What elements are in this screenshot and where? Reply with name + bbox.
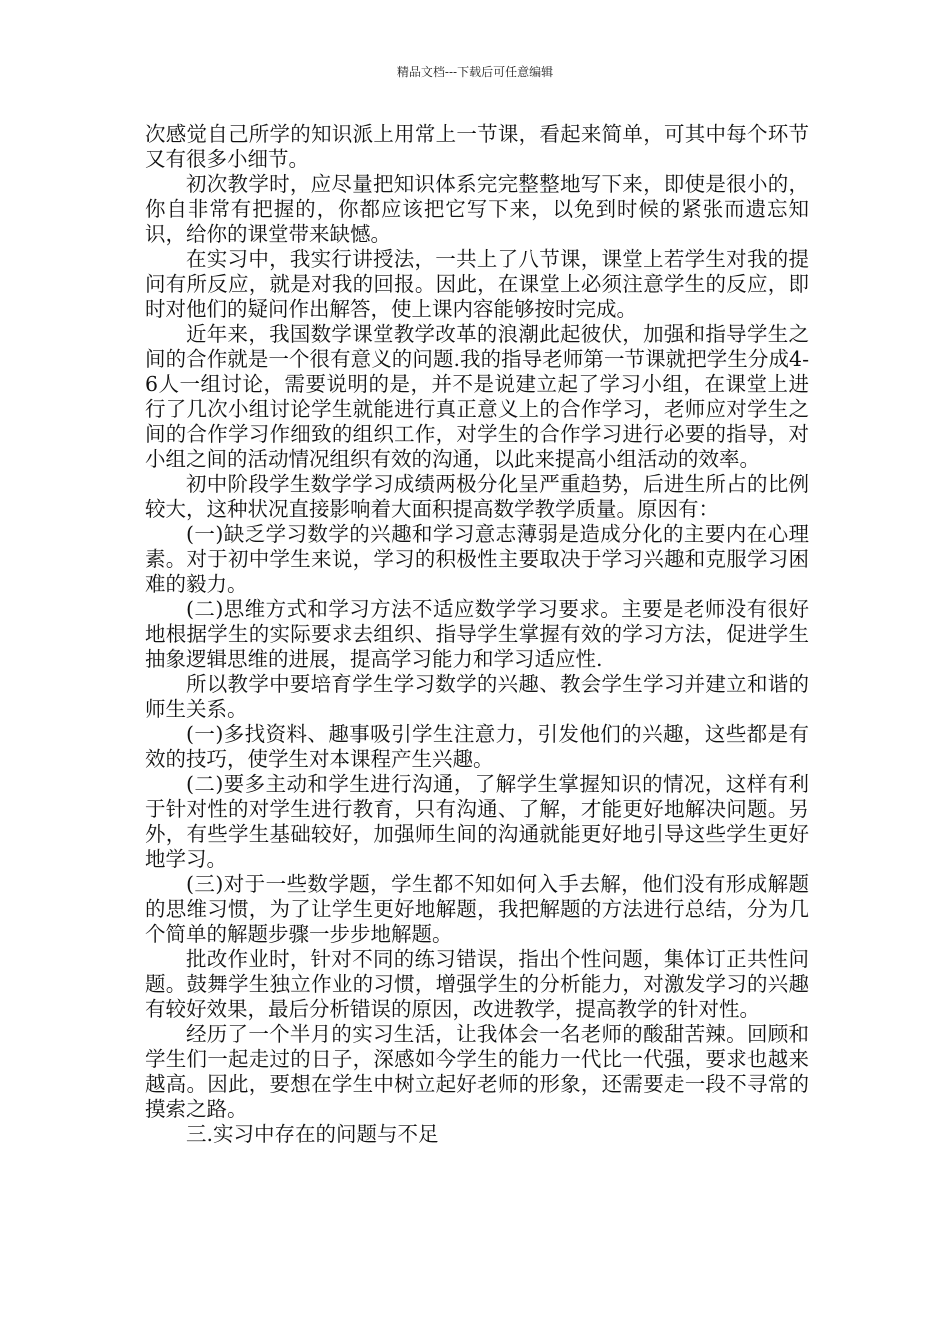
paragraph-9: (一)多找资料、趣事吸引学生注意力，引发他们的兴趣，这些都是有效的技巧，使学生对本课程产生兴趣。 bbox=[145, 722, 809, 771]
paragraph-10: (二)要多主动和学生进行沟通，了解学生掌握知识的情况，这样有利于针对性的对学生进行教育，只有沟通、了解，才能更好地解决问题。另外，有些学生基础较好，加强师生间的沟通就能更好地引导这些学生更好地学习。 bbox=[145, 772, 809, 871]
paragraph-13: 经历了一个半月的实习生活，让我体会一名老师的酸甜苦辣。回顾和学生们一起走过的日子，深感如今学生的能力一代比一代强，要求也越来越高。因此，要想在学生中树立起好老师的形象，还需要走一段不寻常的摸索之路。 bbox=[145, 1022, 809, 1121]
paragraph-12: 批改作业时，针对不同的练习错误，指出个性问题，集体订正共性问题。鼓舞学生独立作业的习惯，增强学生的分析能力，对激发学习的兴趣有较好效果，最后分析错误的原因，改进教学，提高教学的针对性。 bbox=[145, 947, 809, 1021]
paragraph-3: 在实习中，我实行讲授法，一共上了八节课，课堂上若学生对我的提问有所反应，就是对我的回报。因此，在课堂上必须注意学生的反应，即时对他们的疑问作出解答，使上课内容能够按时完成。 bbox=[145, 247, 809, 321]
paragraph-5: 初中阶段学生数学学习成绩两极分化呈严重趋势，后进生所占的比例较大，这种状况直接影响着大面积提高数学教学质量。原因有： bbox=[145, 472, 809, 521]
page-header: 精品文档---下载后可任意编辑 bbox=[396, 65, 554, 79]
paragraph-6: (一)缺乏学习数学的兴趣和学习意志薄弱是造成分化的主要内在心理素。对于初中学生来说，学习的积极性主要取决于学习兴趣和克服学习困难的毅力。 bbox=[145, 522, 809, 596]
paragraph-2: 初次教学时，应尽量把知识体系完完整整地写下来，即使是很小的，你自非常有把握的，你都应该把它写下来，以免到时候的紧张而遗忘知识，给你的课堂带来缺憾。 bbox=[145, 172, 809, 246]
document-body bbox=[145, 122, 809, 1147]
paragraph-4: 近年来，我国数学课堂教学改革的浪潮此起彼伏，加强和指导学生之间的合作就是一个很有意义的问题.我的指导老师第一节课就把学生分成4-6人一组讨论，需要说明的是，并不是说建立起了学习小组，在课堂上进行了几次小组讨论学生就能进行真正意义上的合作学习，老师应对学生之间的合作学习作细致的组织工作，对学生的合作学习进行必要的指导，对小组之间的活动情况组织有效的沟通，以此来提高小组活动的效率。 bbox=[145, 322, 809, 471]
paragraph-11: (三)对于一些数学题，学生都不知如何入手去解，他们没有形成解题的思维习惯，为了让学生更好地解题，我把解题的方法进行总结，分为几个简单的解题步骤一步步地解题。 bbox=[145, 872, 809, 946]
paragraph-8: 所以教学中要培育学生学习数学的兴趣、教会学生学习并建立和谐的师生关系。 bbox=[145, 672, 809, 721]
paragraph-7: (二)思维方式和学习方法不适应数学学习要求。主要是老师没有很好地根据学生的实际要求去组织、指导学生掌握有效的学习方法，促进学生抽象逻辑思维的进展，提高学习能力和学习适应性. bbox=[145, 597, 809, 671]
paragraph-1: 次感觉自己所学的知识派上用常上一节课，看起来简单，可其中每个环节又有很多小细节。 bbox=[145, 122, 809, 171]
section-heading: 三.实习中存在的问题与不足 bbox=[186, 1122, 439, 1146]
